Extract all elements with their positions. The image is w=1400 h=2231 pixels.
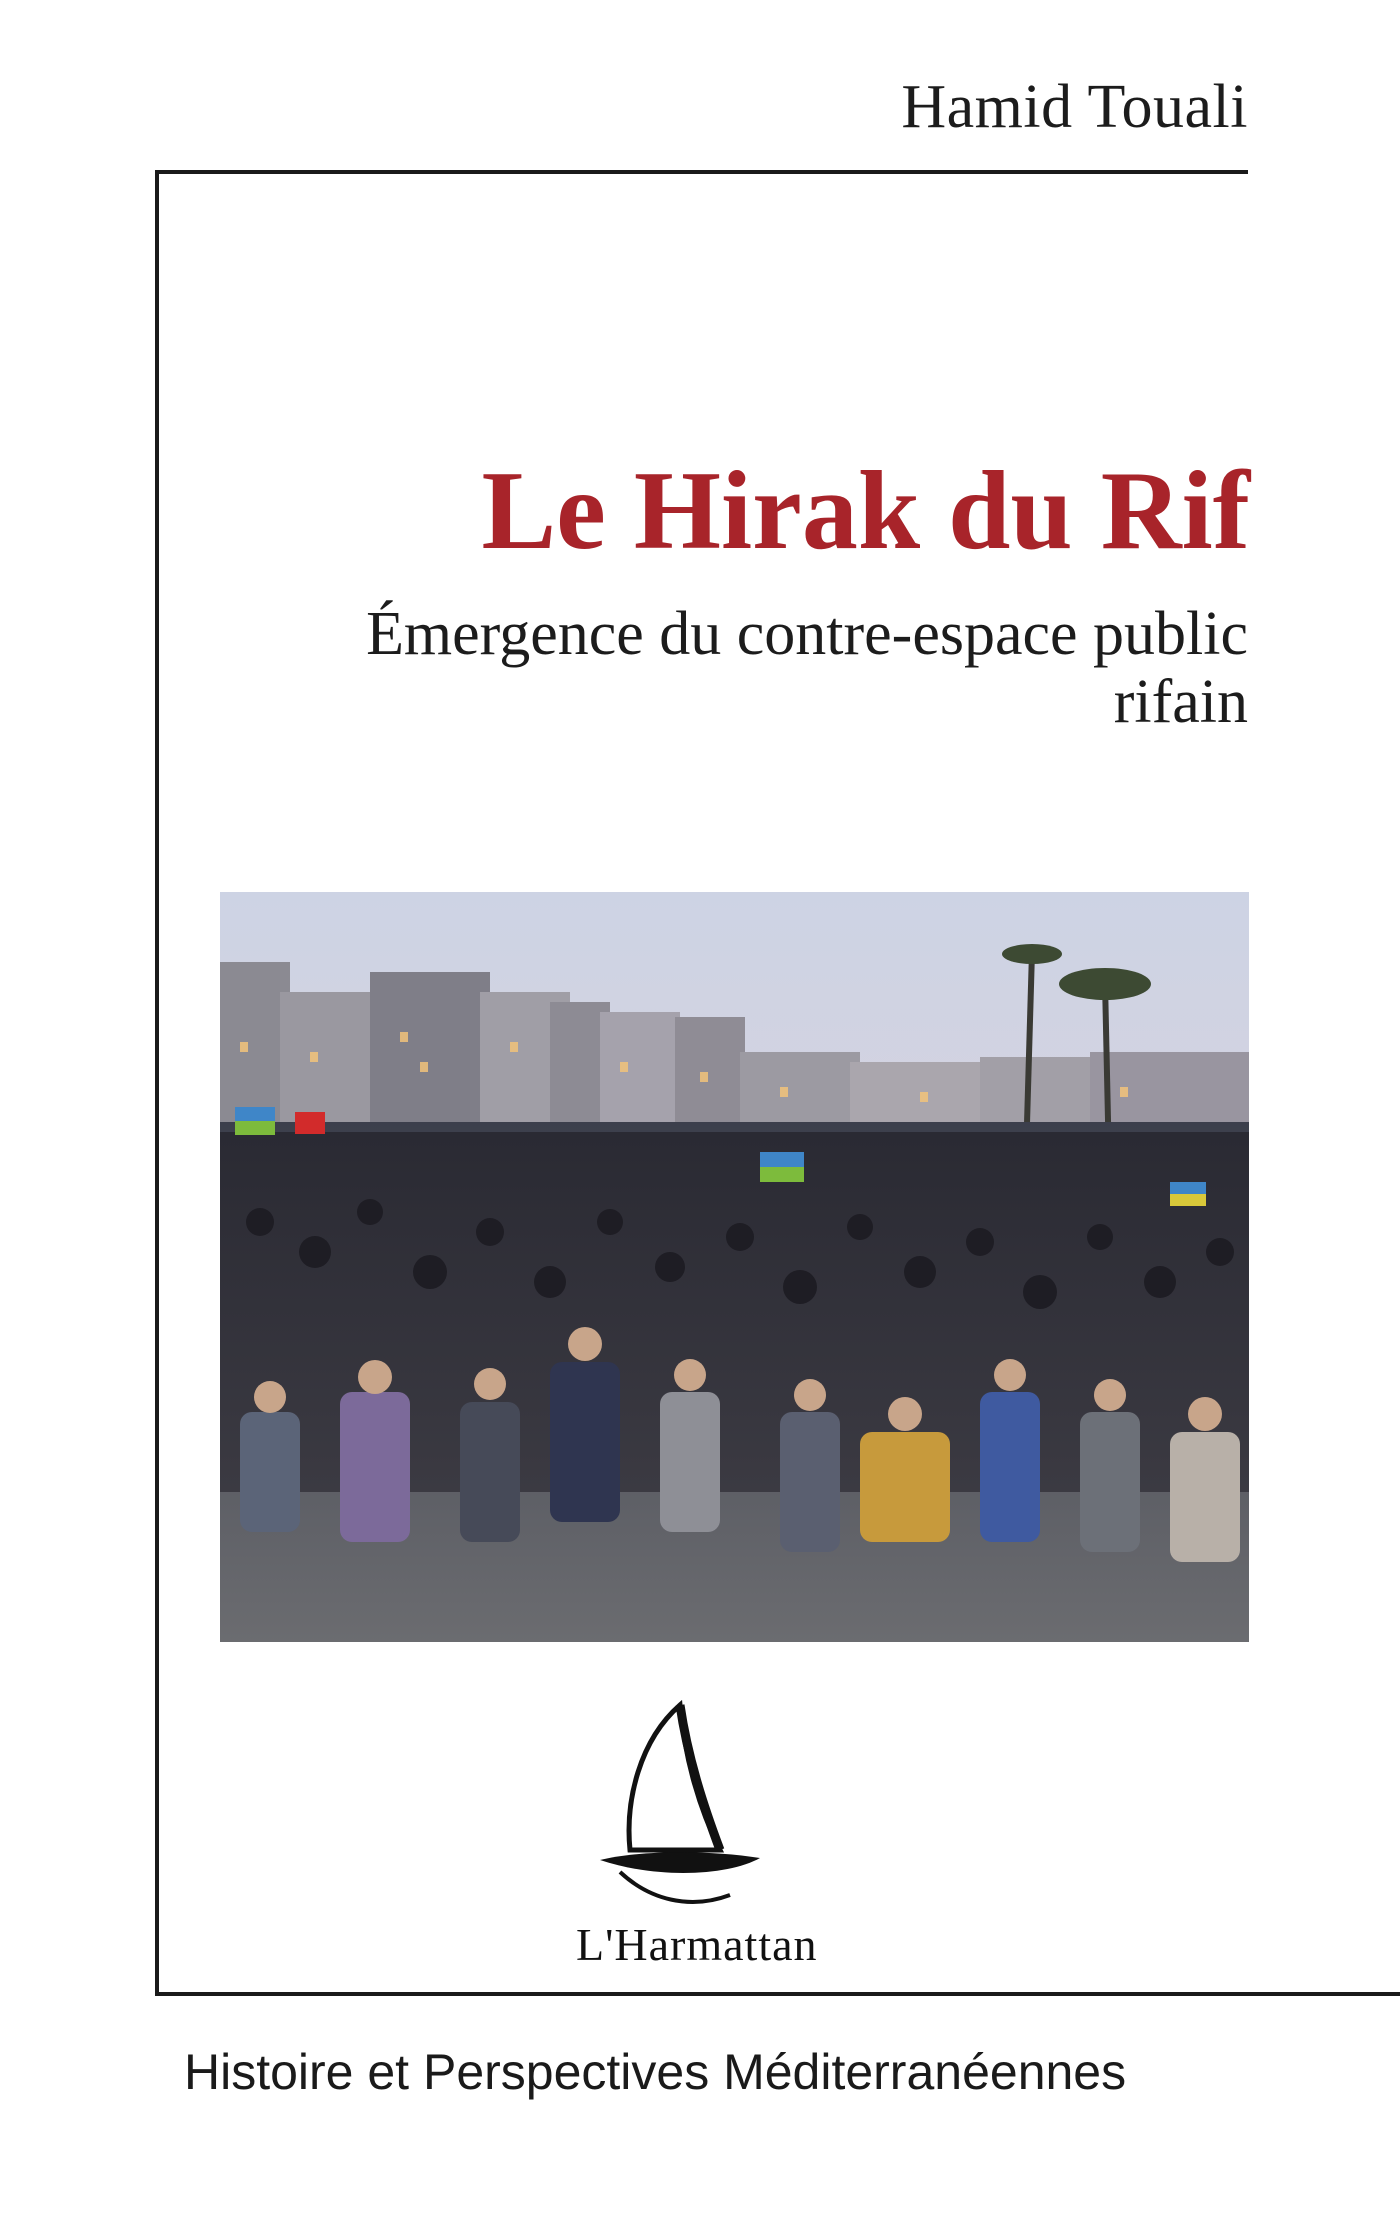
publisher-name: L'Harmattan [576, 1919, 818, 1970]
subtitle-line-2: rifain [1113, 668, 1248, 736]
cover-photo [220, 892, 1249, 1642]
cover-frame-bottom [155, 1992, 1400, 1996]
book-title: Le Hirak du Rif [481, 449, 1250, 573]
cover-frame-left [155, 170, 159, 1996]
sailboat-icon [580, 1700, 780, 1920]
crowd-protest-photo [220, 892, 1249, 1642]
subtitle-line-1: Émergence du contre-espace public [366, 600, 1248, 668]
series-name: Histoire et Perspectives Méditerranéennes [184, 2044, 1127, 2100]
publisher-logo [560, 1700, 840, 1980]
author-name: Hamid Touali [901, 73, 1248, 141]
book-subtitle [248, 600, 1248, 736]
cover-frame-top [155, 170, 1248, 174]
